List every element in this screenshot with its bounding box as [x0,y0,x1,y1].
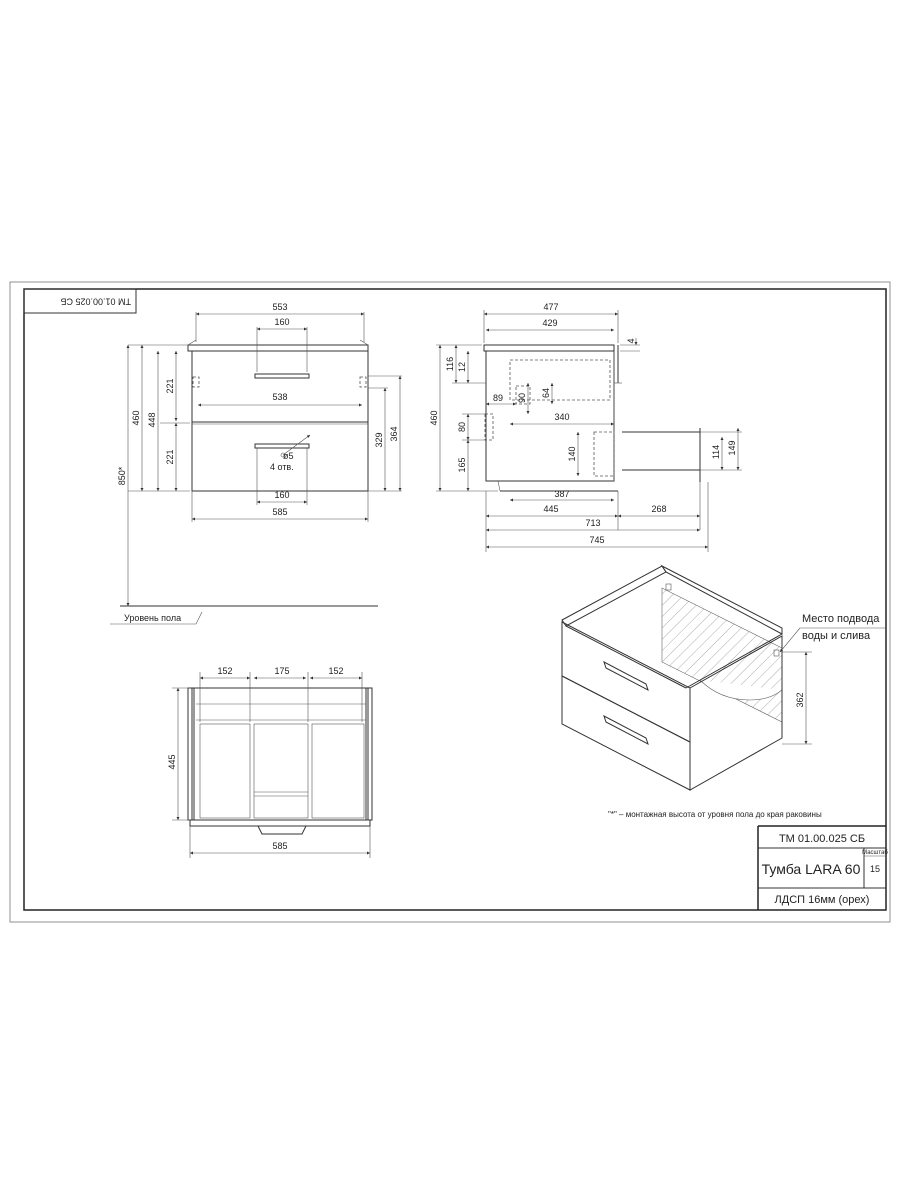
dim-iso-362: 362 [795,692,805,708]
dim-front-448: 448 [147,412,157,428]
plan-view [167,666,372,858]
dim-side-116: 116 [445,356,455,372]
dim-side-165: 165 [457,457,467,473]
title-block-material: ЛДСП 16мм (орех) [774,894,870,906]
dim-plan-445: 445 [167,754,177,770]
footnote: "*" – монтажная высота от уровня пола до края раковины [608,810,822,819]
dim-side-140: 140 [567,446,577,462]
dim-side-12: 12 [457,361,467,373]
dim-side-460: 460 [429,410,439,426]
title-block [758,826,888,910]
dim-side-268: 268 [651,504,667,514]
dim-side-114: 114 [711,444,721,460]
iso-view [562,566,885,790]
iso-note-line1: Место подвода [802,613,880,625]
dim-front-160-bottom: 160 [274,490,290,500]
dim-front-holes: 4 отв. [270,462,294,472]
front-view [110,302,402,624]
side-view [429,302,742,552]
dim-front-221-bottom: 221 [165,449,175,465]
dim-side-445: 445 [543,504,559,514]
dim-side-80: 80 [457,421,467,433]
dim-side-477: 477 [543,302,559,312]
dim-front-538: 538 [272,392,288,402]
dim-side-340: 340 [554,412,570,422]
title-block-code: ТМ 01.00.025 СБ [778,833,866,845]
iso-note-line2: воды и слива [802,630,871,642]
dim-side-89: 89 [492,393,504,403]
floor-level-label: Уровень пола [124,613,182,623]
dim-side-429: 429 [542,318,558,328]
dim-front-850: 850* [117,466,127,486]
dim-plan-152-left: 152 [217,666,233,676]
dim-front-hole-dia: ø5 [283,451,294,461]
mirrored-stamp [24,289,136,313]
dim-front-364: 364 [389,426,399,442]
dim-side-745: 745 [589,535,605,545]
dim-side-90: 90 [517,392,527,404]
dim-plan-175: 175 [274,666,290,676]
dim-front-585: 585 [272,507,288,517]
title-block-sheet-value: 15 [869,864,881,874]
dim-front-160-top: 160 [274,317,290,327]
dim-plan-152-right: 152 [328,666,344,676]
dim-side-149: 149 [727,440,737,456]
dim-front-329: 329 [374,432,384,448]
dim-side-64: 64 [541,387,551,399]
dim-front-221-top: 221 [165,378,175,394]
dim-plan-585: 585 [272,841,288,851]
title-block-name: Тумба LARA 60 [761,861,861,877]
dim-side-4: 4 [626,338,636,344]
dim-side-713: 713 [585,518,601,528]
title-block-sheet-label: Масштаб [862,850,888,856]
dim-front-553: 553 [272,302,288,312]
dim-side-387: 387 [554,489,570,499]
dim-front-460: 460 [131,410,141,426]
mirrored-stamp-text: ТМ 01.00.025 СБ [60,296,131,307]
